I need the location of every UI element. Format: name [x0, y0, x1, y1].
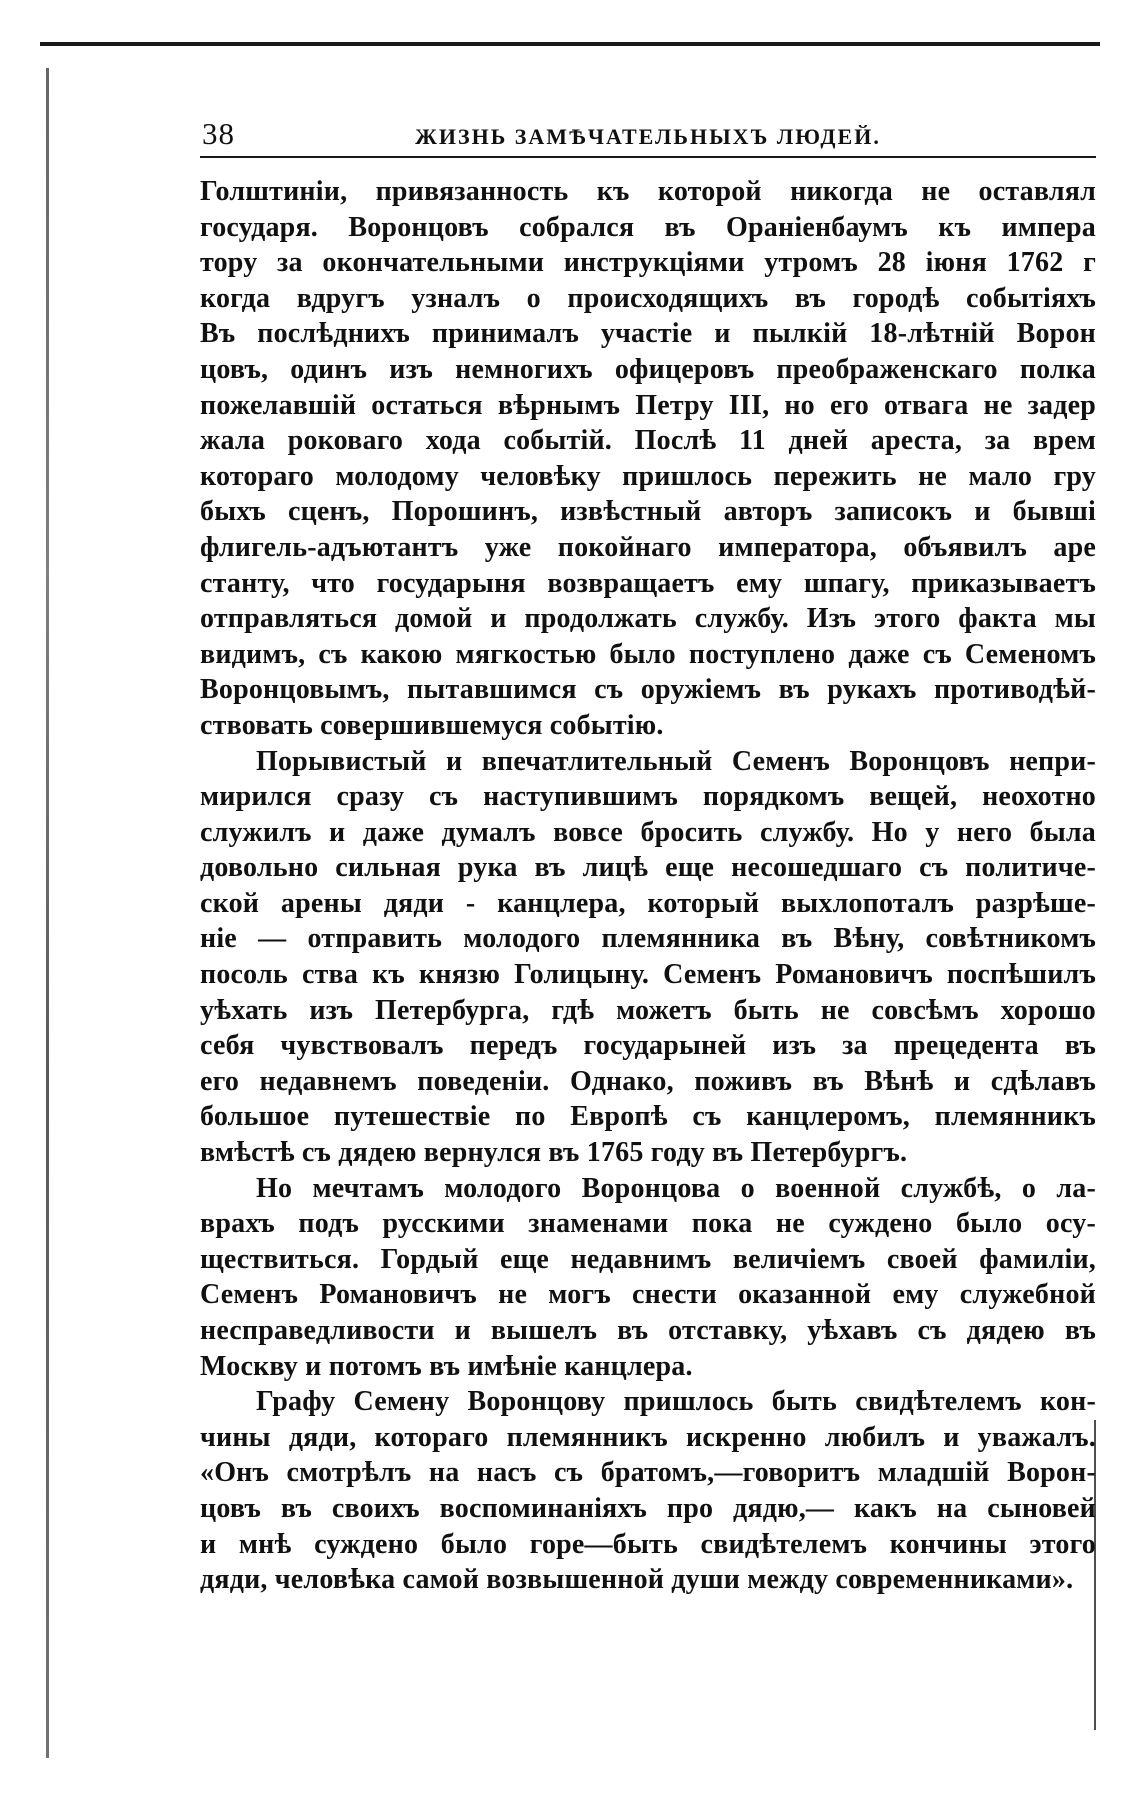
text-line: цовъ, одинъ изъ немногихъ офицеровъ преображенскаго полка — [200, 353, 1096, 385]
text-line: уѣхать изъ Петербурга, гдѣ можетъ быть не совсѣмъ хорошо — [200, 994, 1096, 1026]
text-line: посоль ства къ князю Голицыну. Семенъ Романовичъ поспѣшилъ — [200, 959, 1096, 991]
text-line: тору за окончательными инструкціями утромъ 28 іюня 1762 г — [200, 247, 1096, 279]
scan-top-edge — [40, 42, 1100, 46]
text-line: флигель-адъютантъ уже покойнаго императора, объявилъ аре — [200, 531, 1096, 563]
text-line: большое путешествіе по Европѣ съ канцлеромъ, племянникъ — [200, 1101, 1096, 1133]
text-line: несправедливости и вышелъ въ отставку, уѣхавъ съ дядею въ — [200, 1315, 1096, 1346]
text-line: и мнѣ суждено было горе—быть свидѣтелемъ кончины этого — [200, 1528, 1096, 1560]
page-number: 38 — [202, 116, 235, 151]
text-line: ществиться. Гордый еще недавнимъ величіемъ своей фамиліи, — [200, 1243, 1096, 1275]
paragraph-1 — [200, 174, 1096, 744]
paragraph-4 — [200, 1384, 1096, 1598]
text-line: чины дяди, котораго племянникъ искренно любилъ и уважалъ. — [200, 1421, 1096, 1453]
book-page — [200, 116, 1096, 1598]
text-line: служилъ и даже думалъ вовсе бросить службу. Но у него была — [200, 816, 1096, 848]
text-line: вмѣстѣ съ дядею вернулся въ 1765 году въ Петербургъ. — [200, 1137, 908, 1169]
text-line: мирился сразу съ наступившимъ порядкомъ вещей, неохотно — [200, 781, 1096, 813]
text-line: видимъ, съ какою мягкостью было поступлено даже съ Семеномъ — [200, 638, 1096, 670]
running-head — [200, 116, 1096, 158]
text-line: быхъ сценъ, Порошинъ, извѣстный авторъ записокъ и бывші — [200, 496, 1096, 528]
text-line: довольно сильная рука въ лицѣ еще несошедшаго съ политиче- — [200, 852, 1096, 884]
text-line: себя чувствовалъ передъ государыней изъ за прецедента въ — [200, 1030, 1096, 1062]
text-line: Москву и потомъ въ имѣніе канцлера. — [200, 1350, 693, 1382]
text-line: отправляться домой и продолжать службу. Изъ этого факта мы — [200, 603, 1096, 635]
text-line: ствовать совершившемуся событію. — [200, 709, 664, 741]
text-line: Воронцовымъ, пытавшимся съ оружіемъ въ рукахъ противодѣй- — [200, 674, 1096, 706]
text-line: цовъ въ своихъ воспоминаніяхъ про дядю,— какъ на сыновей — [200, 1492, 1096, 1524]
text-line: Семенъ Романовичъ не могъ снести оказанной ему служебной — [200, 1279, 1096, 1311]
text-line: Въ послѣднихъ принималъ участіе и пылкій 18-лѣтній Ворон — [200, 318, 1096, 350]
text-line: когда вдругъ узналъ о происходящихъ въ городѣ событіяхъ — [200, 282, 1096, 314]
text-line: жала роковаго хода событій. Послѣ 11 дней ареста, за врем — [200, 425, 1096, 457]
running-title: ЖИЗНЬ ЗАМѢЧАТЕЛЬНЫХЪ ЛЮДЕЙ. — [415, 124, 881, 149]
text-line: государя. Воронцовъ собрался въ Ораніенбаумъ къ импера — [200, 211, 1096, 243]
scan-binding-edge — [46, 68, 49, 1758]
paragraph-3 — [200, 1171, 1096, 1385]
text-line: Графу Семену Воронцову пришлось быть свидѣтелемъ кон- — [256, 1386, 1096, 1418]
text-line: врахъ подъ русскими знаменами пока не суждено было осу- — [200, 1208, 1096, 1240]
text-line: ской арены дяди - канцлера, который выхлопоталъ разрѣше- — [200, 887, 1096, 919]
text-line: Но мечтамъ молодого Воронцова о военной службѣ, о ла- — [256, 1172, 1096, 1204]
text-line: его недавнемъ поведеніи. Однако, поживъ въ Вѣнѣ и сдѣлавъ — [200, 1065, 1096, 1097]
text-line: ніе — отправить молодого племянника въ Вѣну, совѣтникомъ — [200, 923, 1096, 955]
text-line: котораго молодому человѣку пришлось пережить не мало гру — [200, 460, 1096, 492]
text-line: пожелавшій остаться вѣрнымъ Петру III, но его отвага не задер — [200, 389, 1096, 421]
text-line: дяди, человѣка самой возвышенной души между современниками». — [200, 1564, 1074, 1596]
paragraph-2 — [200, 744, 1096, 1171]
text-line: Голштиніи, привязанность къ которой никогда не оставлял — [200, 176, 1096, 207]
body-text — [200, 174, 1096, 1598]
text-line: станту, что государыня возвращаетъ ему шпагу, приказываетъ — [200, 567, 1096, 599]
text-line: Порывистый и впечатлительный Семенъ Воронцовъ непри- — [256, 745, 1096, 777]
text-line: «Онъ смотрѣлъ на насъ съ братомъ,—говоритъ младшій Ворон- — [200, 1457, 1096, 1489]
